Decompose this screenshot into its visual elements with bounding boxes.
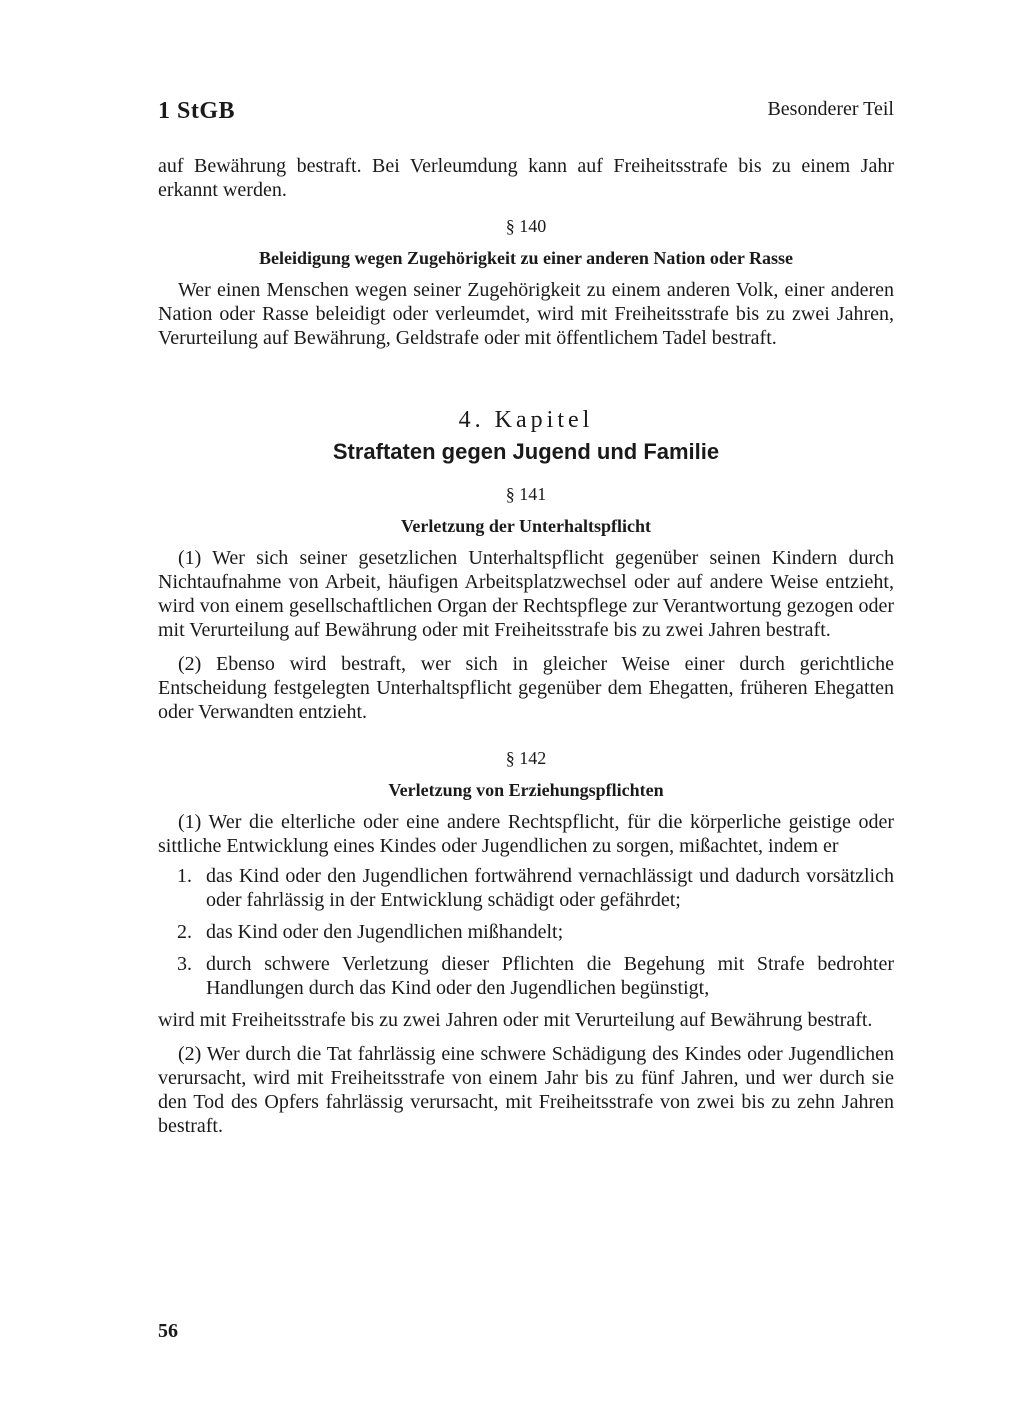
chapter-title: Straftaten gegen Jugend und Familie [332, 439, 720, 464]
list-item [158, 920, 894, 944]
list-item-number: 1. [177, 865, 192, 887]
section-141-paragraph-1: (1) Wer sich seiner gesetzlichen Unterhaltspflicht gegenüber seinen Kindern durch Nichtaufnahme von Arbeit, häufigen Arbeitsplatzwechsel oder auf andere Weise entzieht, wird von einem gesellschaftlichen Organ der Rechtspflege zur Verantwortung gezogen oder mit Verurteilung auf Bewährung oder mit Freiheitsstrafe bis zu zwei Jahren bestraft. [158, 547, 894, 641]
running-head-left: 1 StGB [158, 98, 236, 124]
list-item-text: das Kind oder den Jugendlichen mißhandelt; [206, 921, 564, 943]
list-item-text: durch schwere Verletzung dieser Pflichten die Begehung mit Strafe bedrohter Handlungen durch das Kind oder den Jugendlichen begünstigt, [206, 953, 894, 999]
section-142-paragraph-1: (1) Wer die elterliche oder eine andere Rechtspflicht, für die körperliche geistige oder sittliche Entwicklung eines Kindes oder Jugendlichen zu sorgen, mißachtet, indem er [158, 811, 894, 857]
section-140-number: § 140 [505, 216, 547, 236]
section-142-list [158, 864, 894, 1000]
intro-paragraph: auf Bewährung bestraft. Bei Verleumdung kann auf Freiheitsstrafe bis zu einem Jahr erkannt werden. [158, 155, 894, 201]
section-141-paragraph-2: (2) Ebenso wird bestraft, wer sich in gleicher Weise einer durch gerichtliche Entscheidung festgelegten Unterhaltspflicht gegenüber dem Ehegatten, früheren Ehegatten oder Verwandten entzieht. [158, 653, 894, 723]
list-item [158, 952, 894, 1000]
list-item [158, 864, 894, 912]
page-body [158, 154, 894, 1138]
list-item-number: 3. [177, 953, 192, 975]
chapter-label: 4. Kapitel [458, 407, 594, 433]
section-142-paragraph-2: (2) Wer durch die Tat fahrlässig eine schwere Schädigung des Kindes oder Jugendlichen verursacht, wird mit Freiheitsstrafe von einem Jahr bis zu fünf Jahren, und wer durch sie den Tod des Opfers fahrlässig verursacht, mit Freiheitsstrafe von zwei bis zu zehn Jahren bestraft. [158, 1043, 894, 1137]
list-item-number: 2. [177, 921, 192, 943]
section-142-paragraph-1-end: wird mit Freiheitsstrafe bis zu zwei Jahren oder mit Verurteilung auf Bewährung bestraft. [158, 1009, 873, 1031]
section-141-title: Verletzung der Unterhaltspflicht [401, 516, 651, 536]
section-142-number: § 142 [505, 748, 547, 768]
list-item-text: das Kind oder den Jugendlichen fortwährend vernachlässigt und dadurch vorsätzlich oder fahrlässig in der Entwicklung schädigt oder gefährdet; [206, 865, 894, 911]
section-140-title: Beleidigung wegen Zugehörigkeit zu einer anderen Nation oder Rasse [258, 248, 793, 268]
page-number: 56 [158, 1320, 178, 1342]
section-142-title: Verletzung von Erziehungspflichten [388, 780, 664, 800]
section-140-text: Wer einen Menschen wegen seiner Zugehörigkeit zu einem anderen Volk, einer anderen Nation oder Rasse beleidigt oder verleumdet, wird mit Freiheitsstrafe bis zu zwei Jahren, Verurteilung auf Bewährung, Geldstrafe oder mit öffentlichem Tadel bestraft. [158, 279, 894, 349]
running-head-right: Besonderer Teil [767, 98, 894, 120]
section-141-number: § 141 [505, 484, 547, 504]
